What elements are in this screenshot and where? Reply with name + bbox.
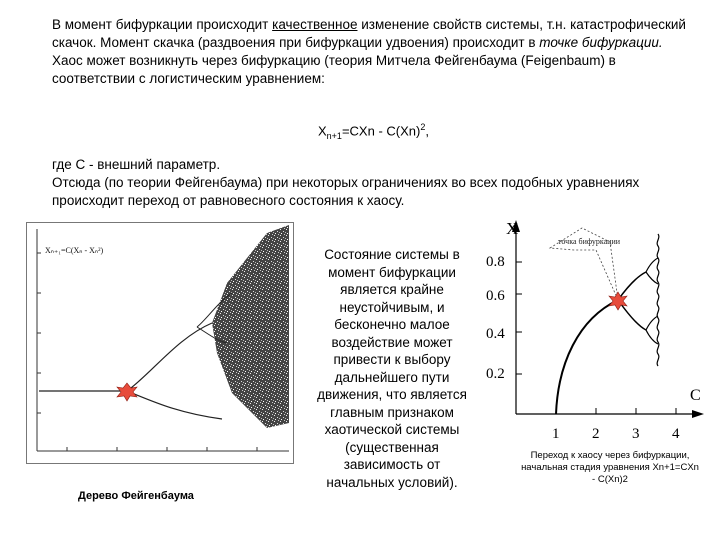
conclusion-text: Отсюда (по теории Фейгенбаума) при некоторых ограничениях во всех подобных уравнениях происходит переход от равновесного состояния к хаосу. [52,175,640,208]
x-tick-1: 2 [592,426,600,442]
x-tick-2: 3 [632,426,640,442]
y-tick-3: 0.2 [486,366,505,382]
feigenbaum-tree-image [26,222,294,464]
graph-caption: Переход к хаосу через бифуркации, начальная стадия уравнения Xn+1=CXn - C(Xn)2 [521,450,699,485]
bifurcation-state-text: Состояние системы в момент бифуркации является крайне неустойчивым, и бесконечно малое воздействие может привести к выбору дальнейшего пути движения, что является главным признаком хаотической системы (существенная зависимость от начальных условий). [317,247,467,490]
chaos-paragraph: Хаос может возникнуть через бифуркацию (теория Митчела Фейгенбаума (Feigenbaum) в соответствии с логистическим уравнением: [52,53,616,86]
params-paragraph [30,156,690,210]
intro-text-b: изменение свойств системы, т.н. катастрофический скачок. Момент скачка (раздвоения при бифуркации удвоения) происходит в [52,17,686,50]
x-axis-label: C [690,387,701,404]
y-tick-1: 0.6 [486,288,505,304]
x-tick-0: 1 [552,426,560,442]
x-tick-3: 4 [672,426,680,442]
intro-paragraph [30,16,690,88]
bifurcation-graph [478,214,708,455]
callout-text: точка бифуркации [558,237,621,246]
intro-underlined: качественное [272,17,358,32]
y-axis-label: X [506,219,519,238]
tree-equation-label: Xₙ₊₁=C(Xₙ - Xₙ²) [45,246,104,255]
y-tick-0: 0.8 [486,254,505,270]
tree-caption: Дерево Фейгенбаума [78,490,194,502]
intro-italic: точке бифуркации. [539,35,663,50]
logistic-formula: $X_{n+1}=CXn - C(Xn)^2$, [318,122,429,141]
param-text: где C - внешний параметр. [52,157,221,172]
intro-text-a: В момент бифуркации происходит [52,17,273,32]
y-tick-2: 0.4 [486,326,505,342]
